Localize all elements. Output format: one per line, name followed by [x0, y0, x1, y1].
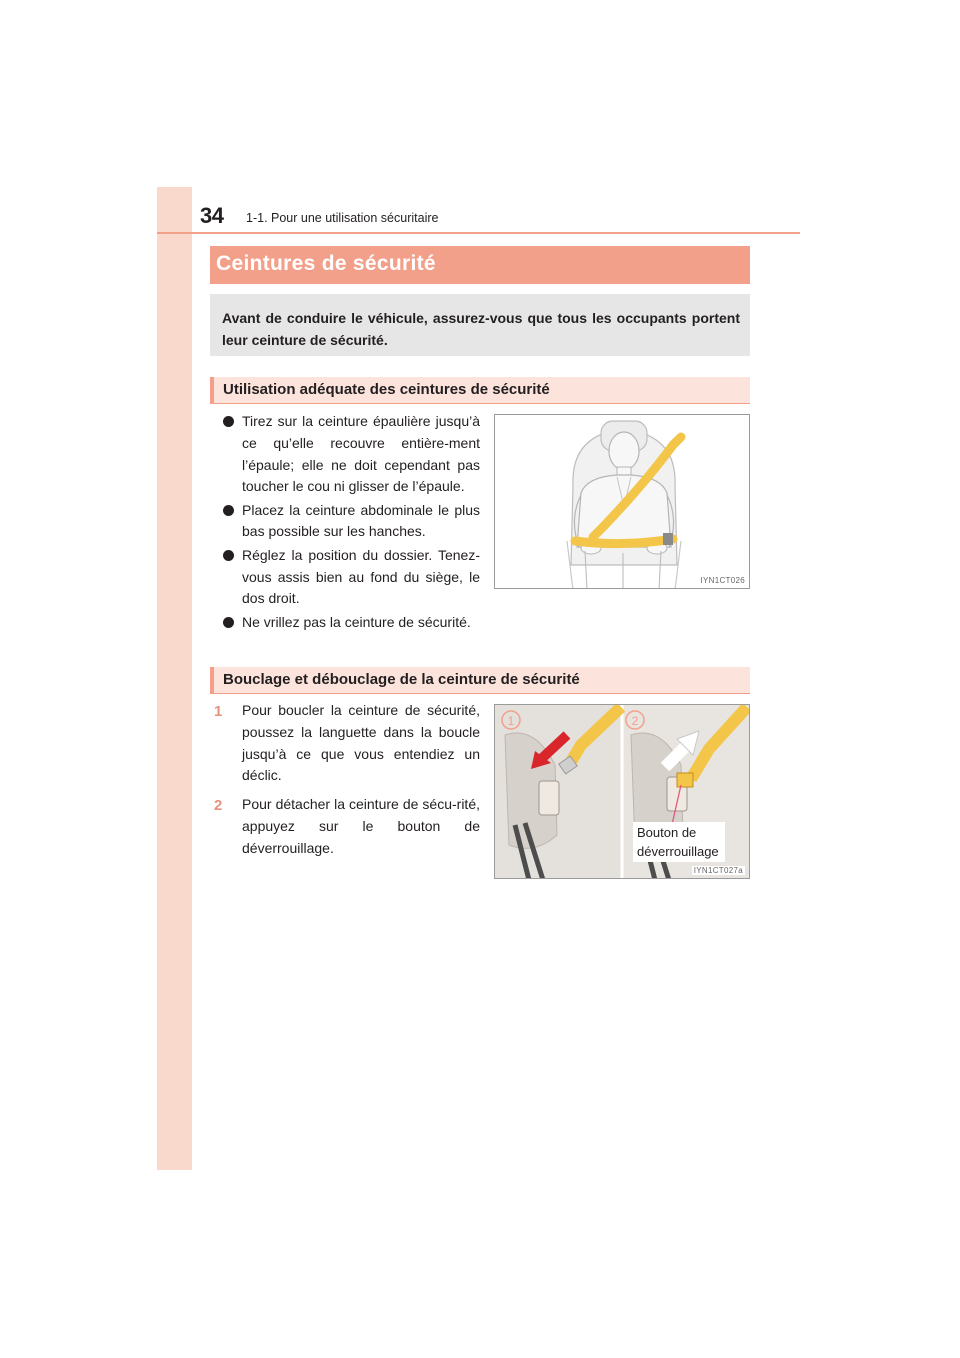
header-rule [157, 232, 800, 234]
step-number: 1 [214, 703, 223, 720]
section-heading-buckling [210, 667, 750, 694]
buckling-step-list [214, 700, 480, 867]
bullet-icon [223, 550, 234, 561]
page-number: 34 [200, 203, 224, 228]
step-number: 2 [214, 797, 223, 815]
release-button-callout [633, 822, 725, 862]
intro-box [210, 294, 750, 356]
bullet-icon [223, 505, 234, 516]
seated-person-illustration [495, 415, 750, 589]
page-title-bar [210, 246, 750, 284]
list-item: Placez la ceinture abdominale le plus bas possible sur les hanches. [222, 500, 480, 544]
page-title: Ceintures de sécurité [216, 252, 436, 275]
list-item: Réglez la position du dossier. Tenez-vous assis bien au fond du siège, le dos droit. [222, 545, 480, 610]
list-item [214, 700, 480, 787]
figure-code: IYN1CT027a [693, 866, 743, 875]
bullet-icon [223, 416, 234, 427]
list-item: Ne vrillez pas la ceinture de sécurité. [222, 612, 480, 634]
usage-bullet-list [222, 411, 480, 635]
panel-label-2: 2 [631, 714, 639, 728]
figure-code: IYN1CT026 [700, 576, 745, 585]
callout-line-1: Bouton de [637, 825, 697, 840]
section-heading-usage-text: Utilisation adéquate des ceintures de sécurité [223, 381, 550, 398]
running-header: 1-1. Pour une utilisation sécuritaire [246, 211, 439, 225]
panel-label-1: 1 [507, 714, 515, 728]
side-tab-band [157, 187, 192, 1170]
intro-text: Avant de conduire le véhicule, assurez-vous que tous les occupants portent leur ceinture de sécurité. [222, 310, 740, 348]
callout-line-2: déverrouillage [637, 844, 719, 859]
bullet-icon [223, 617, 234, 628]
step-text: Pour détacher la ceinture de sécu-rité, appuyez sur le bouton de déverrouillage. [242, 796, 480, 856]
buckle-figure [494, 704, 750, 879]
list-item: Tirez sur la ceinture épaulière jusqu’à ce qu’elle recouvre entière-ment l’épaule; elle ne doit cependant pas toucher le cou ni glisser de l’épaule. [222, 411, 480, 498]
step-text: Pour boucler la ceinture de sécurité, poussez la languette dans la boucle jusqu’à ce que vous entendiez un déclic. [242, 702, 480, 784]
section-heading-usage [210, 377, 750, 404]
seated-person-figure [494, 414, 750, 589]
list-item [214, 794, 480, 859]
section-heading-buckling-text: Bouclage et débouclage de la ceinture de sécurité [223, 671, 580, 688]
